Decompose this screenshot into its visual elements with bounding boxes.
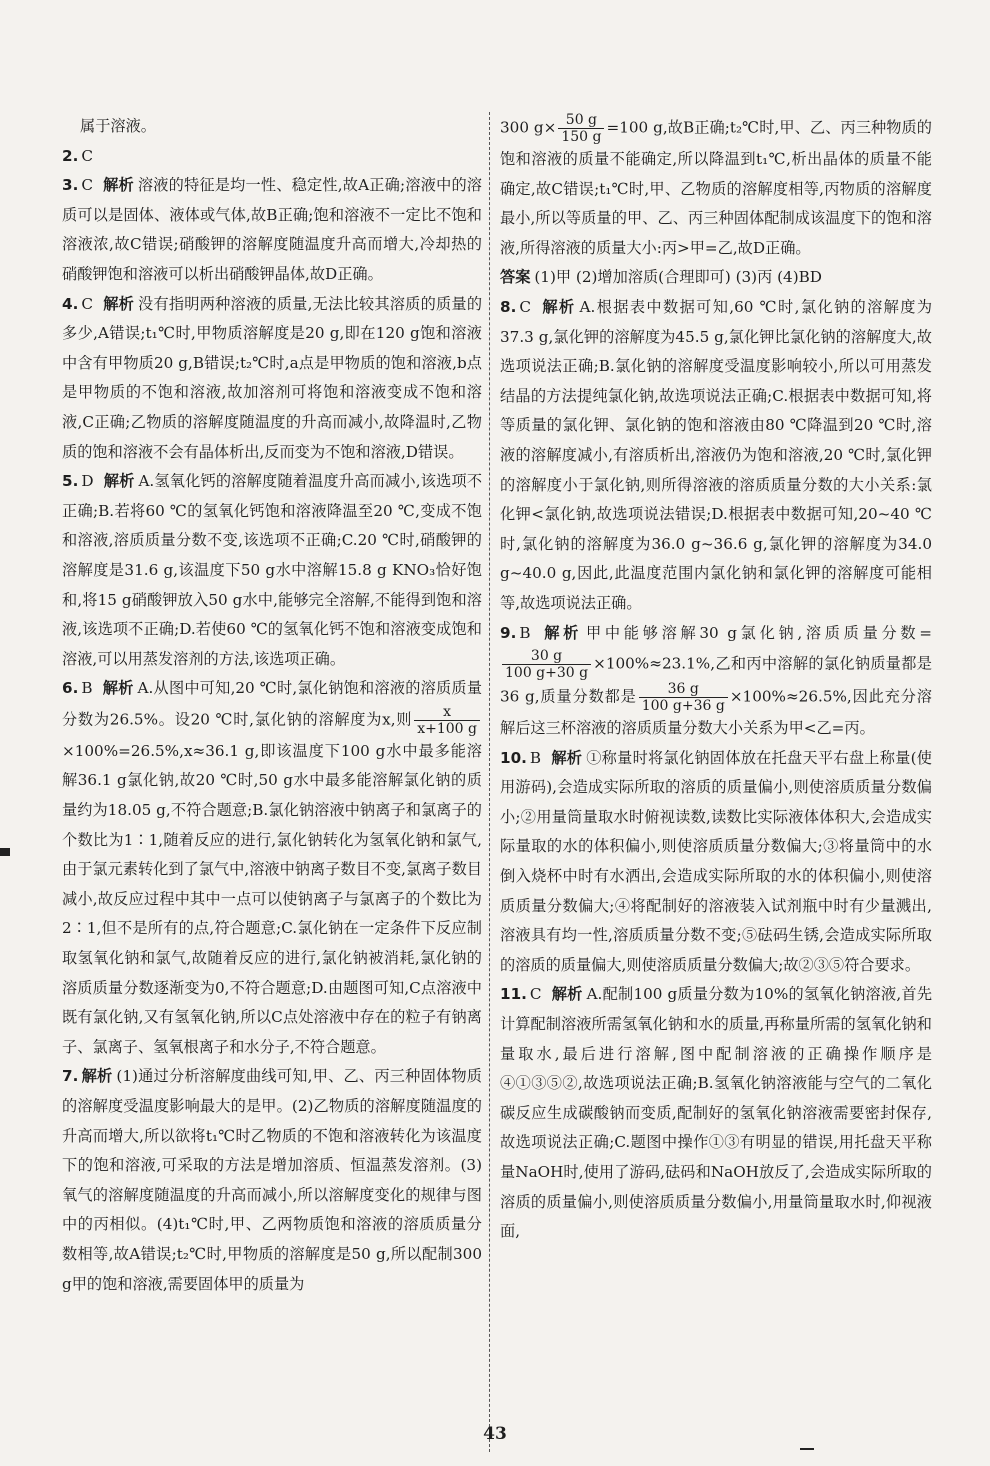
answer-letter: C: [81, 146, 93, 165]
answer-letter: B: [529, 748, 542, 767]
analysis-text: A.根据表中数据可知,60 ℃时,氯化钠的溶解度为37.3 g,氯化钾的溶解度为45.5 g,氯化钾比氯化钠的溶解度大,故选项说法正确;B.氯化钠的溶解度受温度影响较小,所以可用蒸发结晶的方法提纯氯化钠,故选项说法正确;C.根据表中数据可知,将等质量的氯化钾、氯化钠的饱和溶液由80 ℃降温到20 ℃时,溶液的溶解度减小,有溶质析出,溶液仍为饱和溶液,20 ℃时,氯化钾的溶解度小于氯化钠,则所得溶液的溶质质量分数的大小关系:氯化钾<氯化钠,故选项说法错误;D.根据表中数据可知,20~40 ℃时,氯化钠的溶解度为36.0 g~36.6 g,氯化钾的溶解度为34.0 g~40.0 g,因此,此温度范围内氯化钠和氯化钾的溶解度可能相等,故选项说法正确。: [500, 297, 933, 612]
answer-letter: C: [519, 297, 531, 316]
question-2: [62, 142, 482, 172]
question-4: [62, 290, 482, 468]
analysis-text: A.氢氧化钙的溶解度随着温度升高而减小,该选项不正确;B.若将60 ℃的氢氧化钙饱和溶液降温至20 ℃,变成不饱和溶液,溶质质量分数不变,该选项不正确;C.20 ℃时,硝酸钾的溶解度是31.6 g,该温度下50 g水中溶解15.8 g KNO₃恰好饱和,将15 g硝酸钾放入50 g水中,能够完全溶解,不能得到饱和溶液,该选项不正确;D.若使60 ℃的氢氧化钙不饱和溶液变成饱和溶液,可以用蒸发溶剂的方法,该选项正确。: [62, 472, 483, 668]
question-9: [500, 619, 932, 744]
question-11: [500, 980, 932, 1246]
answer-letter: C: [529, 985, 542, 1004]
analysis-text: ×100%=26.5%,x≈36.1 g,即该温度下100 g水中最多能溶解36.1 g氯化钠,故20 ℃时,50 g水中最多能溶解氯化钠的质量约为18.05 g,不符合题意;B.氯化钠溶液中钠离子和氯离子的个数比为1∶1,随着反应的进行,氯化钠转化为氢氧化钠和氯气,由于氯元素转化到了氯气中,溶液中钠离子数目不变,氯离子数目减小,故反应过程中其中一点可以使钠离子与氯离子的个数比为2∶1,但不是所有的点,符合题意;C.氯化钠在一定条件下反应制取氢氧化钠和氯气,故随着反应的进行,氯化钠被消耗,氯化钠的溶质质量分数逐渐变为0,不符合题意;D.由题图可知,C点溶液中既有氯化钠,又有氢氧化钠,所以C点处溶液中存在的粒子有钠离子、氯离子、氢氧根离子和水分子,不符合题意。: [62, 741, 482, 1056]
fraction-numerator: 30 g: [502, 648, 591, 665]
analysis-text: 溶液的特征是均一性、稳定性,故A正确;溶液中的溶质可以是固体、液体或气体,故B正确;饱和溶液不一定比不饱和溶液浓,故C错误;硝酸钾的溶解度随温度升高而增大,冷却热的硝酸钾饱和溶液可以析出硝酸钾晶体,故D正确。: [62, 176, 482, 283]
fraction-denominator: 100 g+30 g: [505, 665, 589, 682]
analysis-label: 解析: [102, 176, 134, 195]
question-7-answer: [500, 263, 932, 293]
question-number: 3.: [62, 176, 79, 195]
fraction: [414, 704, 480, 737]
fraction-numerator: 50 g: [558, 112, 604, 129]
question-number: 10.: [500, 748, 527, 767]
question-number: 7.: [62, 1067, 79, 1086]
answer-letter: C: [81, 176, 93, 195]
fraction-numerator: 36 g: [639, 681, 728, 698]
question-number: 2.: [62, 146, 79, 165]
analysis-label: 解析: [81, 1067, 113, 1086]
analysis-text: A.配制100 g质量分数为10%的氢氧化钠溶液,首先计算配制溶液所需氢氧化钠和水的质量,再称量所需的氢氧化钠和量取水,最后进行溶解,图中配制溶液的正确操作顺序是④①③⑤②,故选项说法正确;B.氢氧化钠溶液能与空气的二氧化碳反应生成碳酸钠而变质,配制好的氢氧化钠溶液需要密封保存,故选项说法正确;C.题图中操作①③有明显的错误,用托盘天平称量NaOH时,使用了游码,砝码和NaOH放反了,会造成实际所取的溶质的质量偏小,则使溶质质量分数偏小,用量筒量取水时,仰视液面,: [500, 985, 933, 1241]
analysis-label: 解析: [551, 748, 583, 767]
footer-mark: [800, 1448, 814, 1450]
continued-text: =100 g,故B正确;t₂℃时,甲、乙、丙三种物质的饱和溶液的质量不能确定,所以降温到t₁℃,析出晶体的质量不能确定,故C错误;t₁℃时,甲、乙物质的溶解度相等,丙物质的溶解度最小,所以等质量的甲、乙、丙三种固体配制成该温度下的饱和溶液,所得溶液的质量大小:丙>甲=乙,故D正确。: [500, 118, 932, 257]
question-6: [62, 674, 482, 1062]
analysis-label: 解析: [551, 985, 583, 1004]
question-3: [62, 171, 482, 289]
intro-line: [62, 112, 482, 142]
answer-letter: C: [81, 294, 93, 313]
question-number: 5.: [62, 472, 79, 491]
analysis-label: 解析: [540, 623, 583, 642]
question-number: 9.: [500, 623, 517, 642]
analysis-label: 解析: [540, 297, 576, 316]
fraction-numerator: x: [414, 704, 480, 721]
analysis-label: 解析: [102, 679, 134, 698]
right-column: [500, 112, 932, 1247]
question-7-continued: [500, 112, 932, 263]
intro-text: 属于溶液。: [80, 117, 156, 135]
analysis-text: 甲中能够溶解30 g氯化钠,溶质质量分数=: [586, 623, 932, 642]
fraction-denominator: 100 g+36 g: [641, 698, 725, 715]
answer-label: 答案: [500, 268, 531, 287]
binding-mark: [0, 848, 10, 856]
answer-letter: D: [81, 472, 94, 491]
question-8: [500, 293, 932, 619]
fraction-denominator: x+100 g: [417, 720, 477, 737]
question-number: 8.: [500, 297, 517, 316]
answer-letter: B: [519, 623, 531, 642]
question-7: [62, 1062, 482, 1299]
analysis-text: 没有指明两种溶液的质量,无法比较其溶质的质量的多少,A错误;t₁℃时,甲物质溶解度是20 g,即在120 g饱和溶液中含有甲物质20 g,B错误;t₂℃时,a点是甲物质的饱和溶液,b点是甲物质的不饱和溶液,故加溶剂可将饱和溶液变成不饱和溶液,C正确;乙物质的溶解度随温度的升高而减小,故降温时,乙物质的饱和溶液不会有晶体析出,反而变为不饱和溶液,D错误。: [62, 294, 483, 461]
analysis-text: ×100%≈26.5%,因此充分溶解后这三杯溶液的溶质质量分数大小关系为甲<乙=丙。: [500, 687, 932, 738]
fraction: [558, 112, 604, 145]
column-divider: [489, 112, 490, 1452]
continued-text: 300 g×: [500, 118, 557, 137]
analysis-text: A.从图中可知,20 ℃时,氯化钠饱和溶液的溶质质量分数为26.5%。设20 ℃时,氯化钠的溶解度为x,则: [62, 679, 483, 729]
question-number: 4.: [62, 294, 79, 313]
question-number: 6.: [62, 679, 79, 698]
analysis-label: 解析: [103, 472, 135, 491]
analysis-text: (1)通过分析溶解度曲线可知,甲、乙、丙三种固体物质的溶解度受温度影响最大的是甲。(2)乙物质的溶解度随温度的升高而增大,所以欲将t₁℃时乙物质的不饱和溶液转化为该温度下的饱和溶液,可采取的方法是增加溶质、恒温蒸发溶剂。(3)氧气的溶解度随温度的升高而减小,所以溶解度变化的规律与图中的丙相似。(4)t₁℃时,甲、乙两物质饱和溶液的溶质质量分数相等,故A错误;t₂℃时,甲物质的溶解度是50 g,所以配制300 g甲的饱和溶液,需要固体甲的质量为: [62, 1067, 482, 1293]
analysis-label: 解析: [102, 294, 135, 313]
fraction: [639, 681, 728, 714]
question-number: 11.: [500, 985, 527, 1004]
analysis-text: ①称量时将氯化钠固体放在托盘天平右盘上称量(使用游码),会造成实际所取的溶质的质量偏小,则使溶质质量分数偏小;②用量筒量取水时俯视读数,读数比实际液体体积大,会造成实际量取的水的体积偏小,则使溶质质量分数偏大;③将量筒中的水倒入烧杯中时有水洒出,会造成实际所取的水的体积偏小,则使溶质质量分数偏大;④将配制好的溶液装入试剂瓶中时有少量溅出,溶液具有均一性,溶质质量分数不变;⑤砝码生锈,会造成实际所取的溶质的质量偏大,则使溶质质量分数偏大;故②③⑤符合要求。: [500, 748, 932, 974]
fraction-denominator: 150 g: [561, 129, 602, 145]
page-number: 43: [483, 1424, 507, 1444]
question-5: [62, 467, 482, 674]
answer-text: (1)甲 (2)增加溶质(合理即可) (3)丙 (4)BD: [534, 268, 822, 287]
fraction: [502, 648, 591, 681]
question-10: [500, 744, 932, 981]
analysis-text: ×100%≈23.1%,乙和丙中溶解的氯化钠质量都是36 g,质量分数都是: [500, 654, 932, 706]
answer-letter: B: [81, 679, 93, 698]
left-column: [62, 112, 482, 1299]
